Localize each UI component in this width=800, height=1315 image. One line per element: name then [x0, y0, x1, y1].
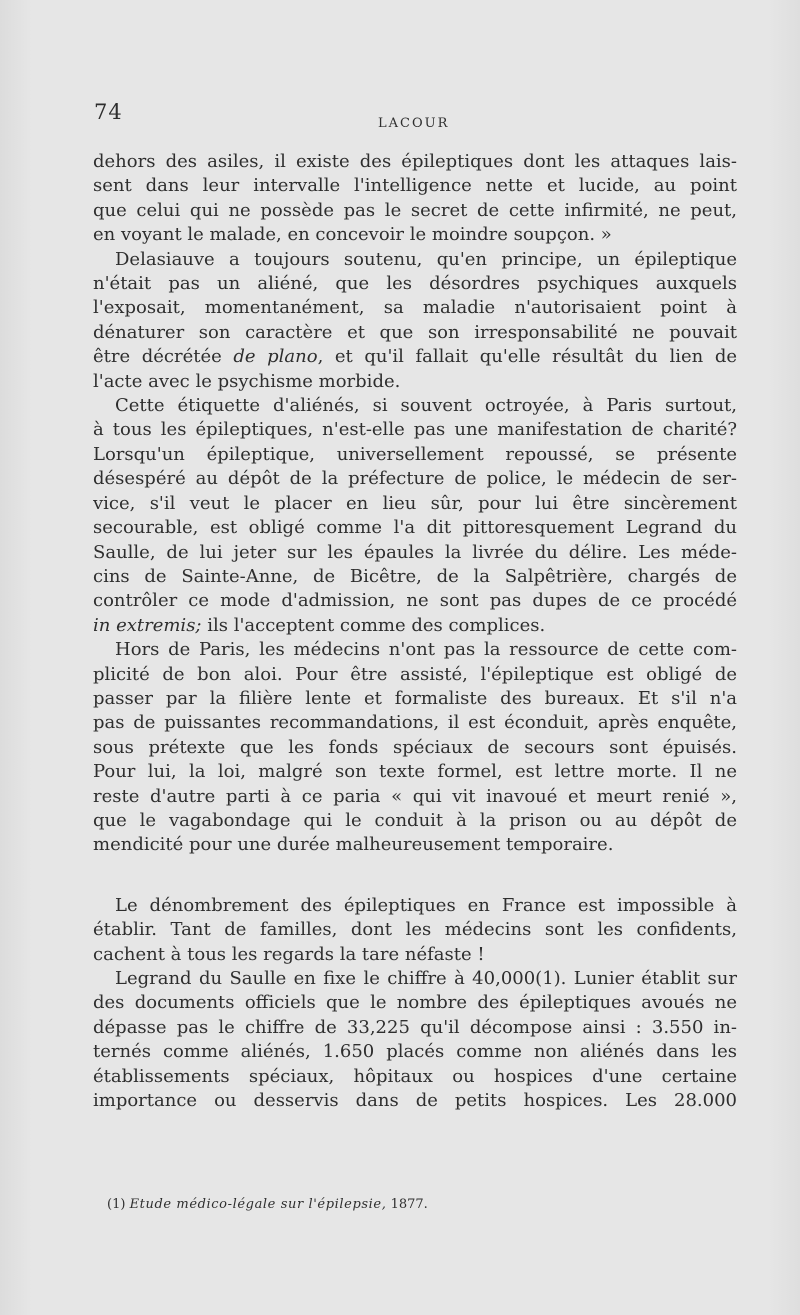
text-line: pas de puissantes recommandations, il est éconduit, après enquête, [93, 712, 737, 734]
text-line: n'était pas un aliéné, que les désordres psychiques auxquels [93, 273, 737, 295]
text-fragment: être décrétée [93, 346, 234, 368]
text-line: dehors des asiles, il existe des épileptiques dont les attaques lais- [93, 151, 737, 172]
text-line: à tous les épileptiques, n'est-elle pas une manifestation de charité? [93, 419, 737, 441]
italic-phrase: de plano [233, 346, 318, 368]
text-line: des documents officiels que le nombre des épileptiques avoués ne [93, 992, 737, 1014]
text-line-with-italic [93, 345, 737, 369]
paragraph-start: Cette étiquette d'aliénés, si souvent octroyée, à Paris surtout, [115, 395, 737, 417]
text-line: en voyant le malade, en concevoir le moindre soupçon. » [93, 224, 612, 246]
text-line: vice, s'il veut le placer en lieu sûr, pour lui être sincèrement [93, 492, 737, 514]
text-line: reste d'autre parti à ce paria « qui vit inavoué et meurt renié », [93, 785, 737, 807]
text-line: sent dans leur intervalle l'intelligence nette et lucide, au point [93, 175, 737, 197]
text-line: mendicité pour une durée malheureusement temporaire. [93, 834, 614, 856]
text-line: que celui qui ne possède pas le secret de cette infirmité, ne peut, [93, 199, 737, 221]
text-line: l'exposait, momentanément, sa maladie n'autorisaient point à [93, 297, 737, 319]
paragraph-start: Le dénombrement des épileptiques en France est impossible à [115, 894, 737, 916]
text-line: dénaturer son caractère et que son irresponsabilité ne pouvait [93, 321, 737, 343]
text-line: que le vagabondage qui le conduit à la prison ou au dépôt de [93, 809, 737, 831]
paragraph-start: Delasiauve a toujours soutenu, qu'en principe, un épileptique [115, 248, 737, 270]
text-line: passer par la filière lente et formaliste des bureaux. Et s'il n'a [93, 687, 737, 709]
text-line: cins de Sainte-Anne, de Bicêtre, de la Salpêtrière, chargés de [93, 565, 737, 587]
text-line: Pour lui, la loi, malgré son texte formel, est lettre morte. Il ne [93, 761, 737, 783]
running-head: LACOUR [378, 116, 450, 131]
text-line: Lorsqu'un épileptique, universellement repoussé, se présente [93, 443, 737, 465]
text-line: importance ou desservis dans de petits hospices. Les 28.000 [93, 1090, 737, 1112]
text-line: dépasse pas le chiffre de 33,225 qu'il décompose ainsi : 3.550 in- [93, 1016, 737, 1038]
text-line: désespéré au dépôt de la préfecture de police, le médecin de ser- [93, 468, 737, 490]
page-number: 74 [94, 100, 123, 124]
text-line: secourable, est obligé comme l'a dit pittoresquement Legrand du [93, 517, 737, 539]
text-line: Saulle, de lui jeter sur les épaules la livrée du délire. Les méde- [93, 541, 737, 563]
text-line-with-italic [93, 614, 737, 638]
paragraph-start: Hors de Paris, les médecins n'ont pas la ressource de cette com- [115, 639, 737, 661]
text-line: établissements spéciaux, hôpitaux ou hospices d'une certaine [93, 1065, 737, 1087]
text-line: plicité de bon aloi. Pour être assisté, l'épileptique est obligé de [93, 663, 737, 685]
body-text [93, 150, 737, 1113]
footnote-title: Etude médico-légale sur l'épilepsie, [129, 1197, 387, 1212]
section-gap [93, 858, 737, 894]
paragraph-start: Legrand du Saulle en fixe le chiffre à 40,000(1). Lunier établit sur [115, 968, 737, 989]
text-line: cachent à tous les regards la tare néfaste ! [93, 943, 485, 965]
footnote-marker: (1) [107, 1197, 126, 1212]
text-fragment: ils l'acceptent comme des complices. [201, 614, 546, 636]
footnote-year: 1877. [386, 1197, 428, 1212]
text-line: ternés comme aliénés, 1.650 placés comme non aliénés dans les [93, 1041, 737, 1063]
text-fragment: , et qu'il fallait qu'elle résultât du lien de [317, 346, 737, 368]
text-line: sous prétexte que les fonds spéciaux de secours sont épuisés. [93, 736, 737, 758]
italic-phrase: in extremis; [93, 614, 202, 636]
text-line: établir. Tant de familles, dont les médecins sont les confidents, [93, 919, 737, 941]
text-line: contrôler ce mode d'admission, ne sont pas dupes de ce procédé [93, 590, 737, 612]
footnote [107, 1197, 737, 1212]
text-line: l'acte avec le psychisme morbide. [93, 370, 401, 392]
